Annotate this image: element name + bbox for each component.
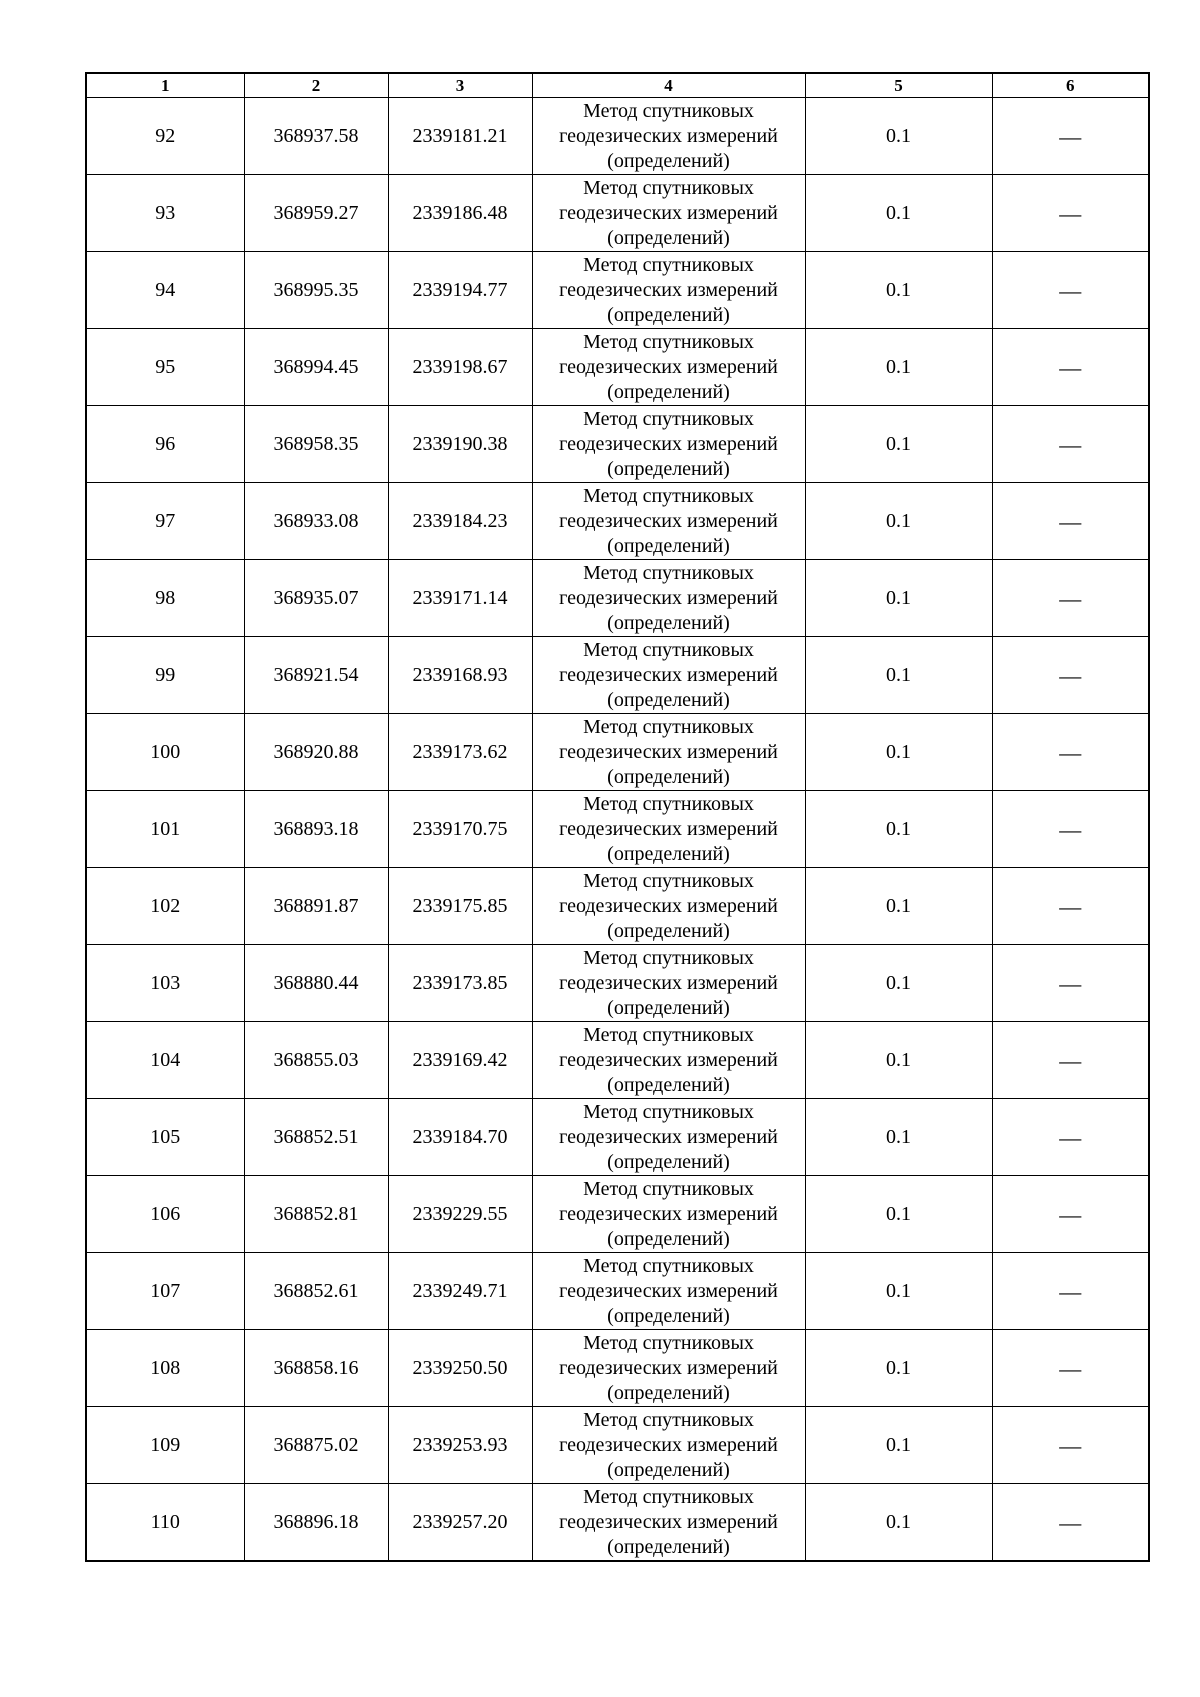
method-line: Метод спутниковых	[583, 1023, 754, 1046]
y-coordinate-cell: 2339175.85	[388, 868, 532, 945]
table-row	[86, 98, 1149, 175]
column-header-6: 6	[992, 73, 1149, 98]
x-coordinate-cell: 368891.87	[244, 868, 388, 945]
column-header-1: 1	[86, 73, 244, 98]
accuracy-cell: 0.1	[805, 1022, 992, 1099]
method-line: (определений)	[607, 1150, 730, 1173]
method-cell	[532, 945, 805, 1022]
method-cell	[532, 1407, 805, 1484]
description-cell: —	[992, 714, 1149, 791]
x-coordinate-cell: 368958.35	[244, 406, 388, 483]
y-coordinate-cell: 2339171.14	[388, 560, 532, 637]
method-line: (определений)	[607, 919, 730, 942]
method-line: геодезических измерений	[559, 1356, 778, 1379]
point-number-cell: 103	[86, 945, 244, 1022]
description-cell: —	[992, 1484, 1149, 1562]
method-line: геодезических измерений	[559, 1202, 778, 1225]
x-coordinate-cell: 368880.44	[244, 945, 388, 1022]
y-coordinate-cell: 2339253.93	[388, 1407, 532, 1484]
method-cell	[532, 1099, 805, 1176]
accuracy-cell: 0.1	[805, 406, 992, 483]
x-coordinate-cell: 368959.27	[244, 175, 388, 252]
accuracy-cell: 0.1	[805, 483, 992, 560]
method-line: (определений)	[607, 534, 730, 557]
y-coordinate-cell: 2339173.62	[388, 714, 532, 791]
method-cell	[532, 1330, 805, 1407]
method-cell	[532, 1022, 805, 1099]
method-line: (определений)	[607, 765, 730, 788]
point-number-cell: 108	[86, 1330, 244, 1407]
y-coordinate-cell: 2339250.50	[388, 1330, 532, 1407]
table-row	[86, 945, 1149, 1022]
method-line: Метод спутниковых	[583, 176, 754, 199]
method-line: геодезических измерений	[559, 1279, 778, 1302]
description-cell: —	[992, 1330, 1149, 1407]
y-coordinate-cell: 2339194.77	[388, 252, 532, 329]
point-number-cell: 109	[86, 1407, 244, 1484]
x-coordinate-cell: 368858.16	[244, 1330, 388, 1407]
description-cell: —	[992, 791, 1149, 868]
method-line: Метод спутниковых	[583, 330, 754, 353]
table-row	[86, 1099, 1149, 1176]
x-coordinate-cell: 368852.51	[244, 1099, 388, 1176]
method-cell	[532, 1484, 805, 1562]
method-line: (определений)	[607, 226, 730, 249]
method-line: Метод спутниковых	[583, 638, 754, 661]
x-coordinate-cell: 368933.08	[244, 483, 388, 560]
description-cell: —	[992, 175, 1149, 252]
x-coordinate-cell: 368896.18	[244, 1484, 388, 1562]
method-line: геодезических измерений	[559, 817, 778, 840]
method-line: геодезических измерений	[559, 1125, 778, 1148]
x-coordinate-cell: 368893.18	[244, 791, 388, 868]
x-coordinate-cell: 368875.02	[244, 1407, 388, 1484]
method-line: (определений)	[607, 1227, 730, 1250]
description-cell: —	[992, 329, 1149, 406]
method-line: Метод спутниковых	[583, 869, 754, 892]
method-line: (определений)	[607, 842, 730, 865]
accuracy-cell: 0.1	[805, 1484, 992, 1562]
x-coordinate-cell: 368921.54	[244, 637, 388, 714]
method-line: (определений)	[607, 380, 730, 403]
method-line: (определений)	[607, 688, 730, 711]
method-line: геодезических измерений	[559, 1048, 778, 1071]
accuracy-cell: 0.1	[805, 175, 992, 252]
table-row	[86, 868, 1149, 945]
accuracy-cell: 0.1	[805, 1330, 992, 1407]
y-coordinate-cell: 2339249.71	[388, 1253, 532, 1330]
point-number-cell: 92	[86, 98, 244, 175]
y-coordinate-cell: 2339173.85	[388, 945, 532, 1022]
method-line: геодезических измерений	[559, 971, 778, 994]
x-coordinate-cell: 368920.88	[244, 714, 388, 791]
method-cell	[532, 252, 805, 329]
method-cell	[532, 483, 805, 560]
method-line: геодезических измерений	[559, 201, 778, 224]
accuracy-cell: 0.1	[805, 560, 992, 637]
y-coordinate-cell: 2339170.75	[388, 791, 532, 868]
method-line: (определений)	[607, 149, 730, 172]
y-coordinate-cell: 2339181.21	[388, 98, 532, 175]
method-cell	[532, 714, 805, 791]
y-coordinate-cell: 2339198.67	[388, 329, 532, 406]
method-line: геодезических измерений	[559, 509, 778, 532]
method-line: геодезических измерений	[559, 432, 778, 455]
accuracy-cell: 0.1	[805, 1253, 992, 1330]
point-number-cell: 94	[86, 252, 244, 329]
method-line: (определений)	[607, 996, 730, 1019]
table-row	[86, 483, 1149, 560]
method-line: Метод спутниковых	[583, 1100, 754, 1123]
method-line: (определений)	[607, 1073, 730, 1096]
table-row	[86, 406, 1149, 483]
description-cell: —	[992, 1253, 1149, 1330]
method-cell	[532, 637, 805, 714]
method-line: (определений)	[607, 611, 730, 634]
x-coordinate-cell: 368994.45	[244, 329, 388, 406]
method-line: геодезических измерений	[559, 124, 778, 147]
method-line: геодезических измерений	[559, 663, 778, 686]
description-cell: —	[992, 98, 1149, 175]
description-cell: —	[992, 1176, 1149, 1253]
coordinates-table	[85, 72, 1150, 1562]
method-cell	[532, 868, 805, 945]
x-coordinate-cell: 368852.61	[244, 1253, 388, 1330]
table-row	[86, 1176, 1149, 1253]
description-cell: —	[992, 252, 1149, 329]
accuracy-cell: 0.1	[805, 1099, 992, 1176]
method-line: Метод спутниковых	[583, 946, 754, 969]
method-cell	[532, 175, 805, 252]
description-cell: —	[992, 560, 1149, 637]
method-line: геодезических измерений	[559, 894, 778, 917]
accuracy-cell: 0.1	[805, 714, 992, 791]
x-coordinate-cell: 368995.35	[244, 252, 388, 329]
method-line: Метод спутниковых	[583, 561, 754, 584]
description-cell: —	[992, 1407, 1149, 1484]
x-coordinate-cell: 368937.58	[244, 98, 388, 175]
method-line: Метод спутниковых	[583, 1485, 754, 1508]
accuracy-cell: 0.1	[805, 98, 992, 175]
description-cell: —	[992, 483, 1149, 560]
description-cell: —	[992, 945, 1149, 1022]
y-coordinate-cell: 2339184.23	[388, 483, 532, 560]
y-coordinate-cell: 2339229.55	[388, 1176, 532, 1253]
x-coordinate-cell: 368855.03	[244, 1022, 388, 1099]
table-row	[86, 252, 1149, 329]
column-header-4: 4	[532, 73, 805, 98]
method-line: геодезических измерений	[559, 355, 778, 378]
method-line: Метод спутниковых	[583, 253, 754, 276]
table-body	[86, 98, 1149, 1562]
point-number-cell: 100	[86, 714, 244, 791]
point-number-cell: 105	[86, 1099, 244, 1176]
method-line: Метод спутниковых	[583, 99, 754, 122]
method-line: геодезических измерений	[559, 586, 778, 609]
point-number-cell: 97	[86, 483, 244, 560]
accuracy-cell: 0.1	[805, 1407, 992, 1484]
point-number-cell: 93	[86, 175, 244, 252]
method-line: Метод спутниковых	[583, 407, 754, 430]
method-line: (определений)	[607, 303, 730, 326]
point-number-cell: 101	[86, 791, 244, 868]
method-line: Метод спутниковых	[583, 1331, 754, 1354]
table-row	[86, 714, 1149, 791]
accuracy-cell: 0.1	[805, 329, 992, 406]
x-coordinate-cell: 368852.81	[244, 1176, 388, 1253]
y-coordinate-cell: 2339168.93	[388, 637, 532, 714]
method-line: геодезических измерений	[559, 1433, 778, 1456]
method-line: Метод спутниковых	[583, 1408, 754, 1431]
table-row	[86, 637, 1149, 714]
accuracy-cell: 0.1	[805, 637, 992, 714]
point-number-cell: 106	[86, 1176, 244, 1253]
accuracy-cell: 0.1	[805, 945, 992, 1022]
method-cell	[532, 98, 805, 175]
point-number-cell: 99	[86, 637, 244, 714]
table-row	[86, 175, 1149, 252]
table-row	[86, 1484, 1149, 1562]
description-cell: —	[992, 1099, 1149, 1176]
y-coordinate-cell: 2339190.38	[388, 406, 532, 483]
description-cell: —	[992, 1022, 1149, 1099]
method-line: (определений)	[607, 1381, 730, 1404]
method-line: Метод спутниковых	[583, 792, 754, 815]
method-cell	[532, 791, 805, 868]
description-cell: —	[992, 868, 1149, 945]
point-number-cell: 95	[86, 329, 244, 406]
method-line: Метод спутниковых	[583, 1177, 754, 1200]
method-line: геодезических измерений	[559, 740, 778, 763]
method-cell	[532, 406, 805, 483]
table-row	[86, 560, 1149, 637]
method-cell	[532, 1253, 805, 1330]
method-line: (определений)	[607, 457, 730, 480]
method-line: Метод спутниковых	[583, 715, 754, 738]
method-line: (определений)	[607, 1535, 730, 1558]
method-line: (определений)	[607, 1458, 730, 1481]
description-cell: —	[992, 637, 1149, 714]
table-header	[86, 73, 1149, 98]
y-coordinate-cell: 2339186.48	[388, 175, 532, 252]
table-row	[86, 1253, 1149, 1330]
column-header-3: 3	[388, 73, 532, 98]
accuracy-cell: 0.1	[805, 252, 992, 329]
accuracy-cell: 0.1	[805, 1176, 992, 1253]
accuracy-cell: 0.1	[805, 791, 992, 868]
y-coordinate-cell: 2339169.42	[388, 1022, 532, 1099]
header-row	[86, 73, 1149, 98]
method-line: (определений)	[607, 1304, 730, 1327]
method-line: геодезических измерений	[559, 278, 778, 301]
accuracy-cell: 0.1	[805, 868, 992, 945]
point-number-cell: 98	[86, 560, 244, 637]
column-header-5: 5	[805, 73, 992, 98]
point-number-cell: 102	[86, 868, 244, 945]
method-cell	[532, 560, 805, 637]
table-row	[86, 1330, 1149, 1407]
point-number-cell: 96	[86, 406, 244, 483]
method-cell	[532, 1176, 805, 1253]
point-number-cell: 110	[86, 1484, 244, 1562]
method-line: геодезических измерений	[559, 1510, 778, 1533]
table-row	[86, 329, 1149, 406]
table-row	[86, 791, 1149, 868]
table-row	[86, 1407, 1149, 1484]
method-line: Метод спутниковых	[583, 1254, 754, 1277]
table-row	[86, 1022, 1149, 1099]
x-coordinate-cell: 368935.07	[244, 560, 388, 637]
y-coordinate-cell: 2339184.70	[388, 1099, 532, 1176]
description-cell: —	[992, 406, 1149, 483]
column-header-2: 2	[244, 73, 388, 98]
point-number-cell: 104	[86, 1022, 244, 1099]
method-line: Метод спутниковых	[583, 484, 754, 507]
point-number-cell: 107	[86, 1253, 244, 1330]
y-coordinate-cell: 2339257.20	[388, 1484, 532, 1562]
method-cell	[532, 329, 805, 406]
